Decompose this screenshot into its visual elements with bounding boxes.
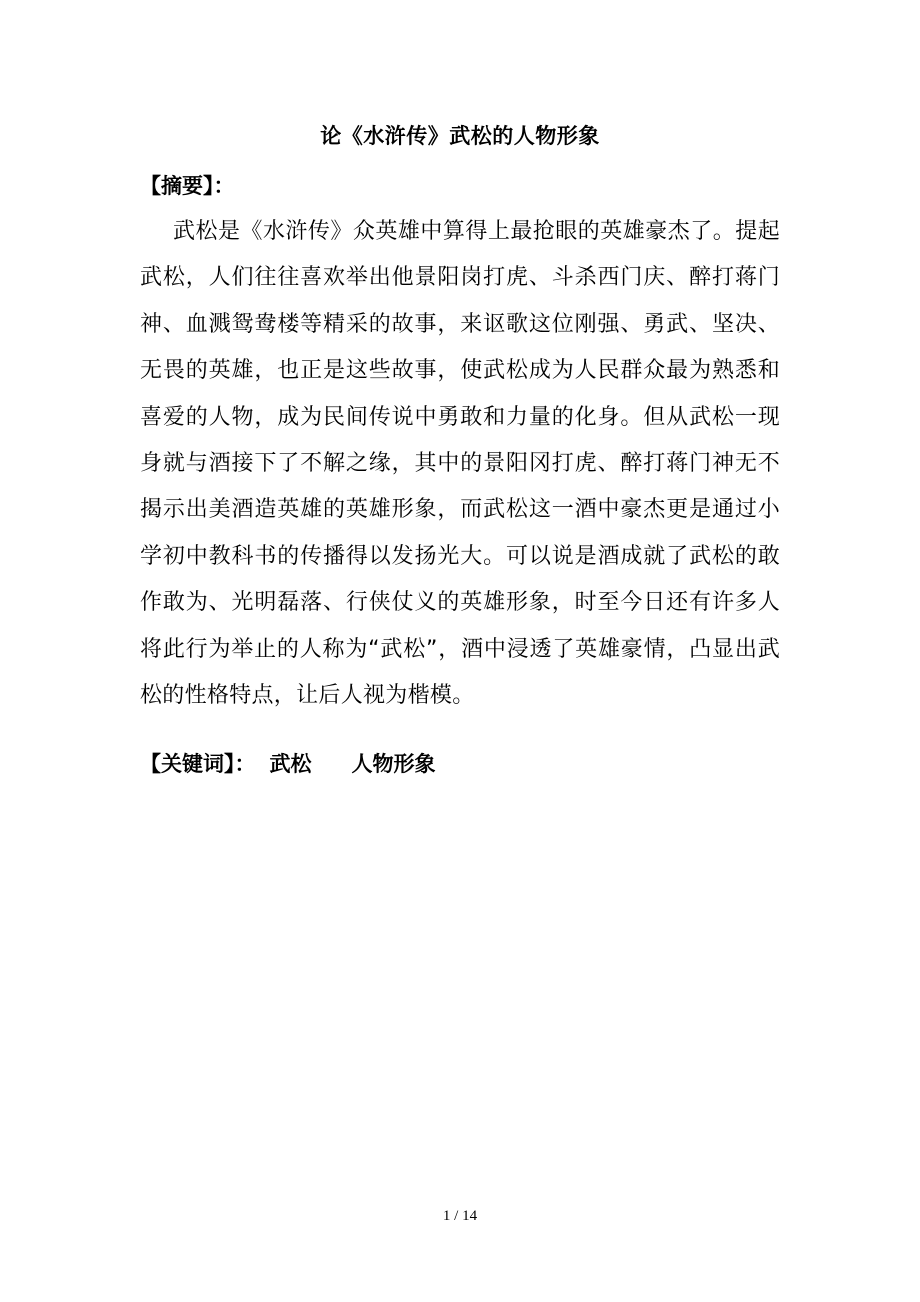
abstract-label: 【摘要】：	[140, 174, 235, 198]
keyword-item: 武松	[269, 752, 312, 776]
keyword-item: 人物形象	[351, 752, 436, 776]
abstract-paragraph: 武松是《水浒传》众英雄中算得上最抢眼的英雄豪杰了。提起武松，人们往往喜欢举出他景阳岗打虎、斗杀西门庆、醉打蒋门神、血溅鸳鸯楼等精采的故事，来讴歌这位刚强、勇武、坚决、无畏的英雄，也正是这些故事，使武松成为人民群众最为熟悉和喜爱的人物，成为民间传说中勇敢和力量的化身。但从武松一现身就与酒接下了不解之缘，其中的景阳冈打虎、醉打蒋门神无不揭示出美酒造英雄的英雄形象，而武松这一酒中豪杰更是通过小学初中教科书的传播得以发扬光大。可以说是酒成就了武松的敢作敢为、光明磊落、行侠仗义的英雄形象，时至今日还有许多人将此行为举止的人称为“武松”，酒中浸透了英雄豪情，凸显出武松的性格特点，让后人视为楷模。	[140, 219, 780, 709]
document-title: 论《水浒传》武松的人物形象	[320, 124, 600, 148]
page-number: 1 / 14	[442, 1208, 478, 1224]
keywords-line	[140, 744, 436, 784]
keywords-label: 【关键词】：	[140, 752, 256, 776]
